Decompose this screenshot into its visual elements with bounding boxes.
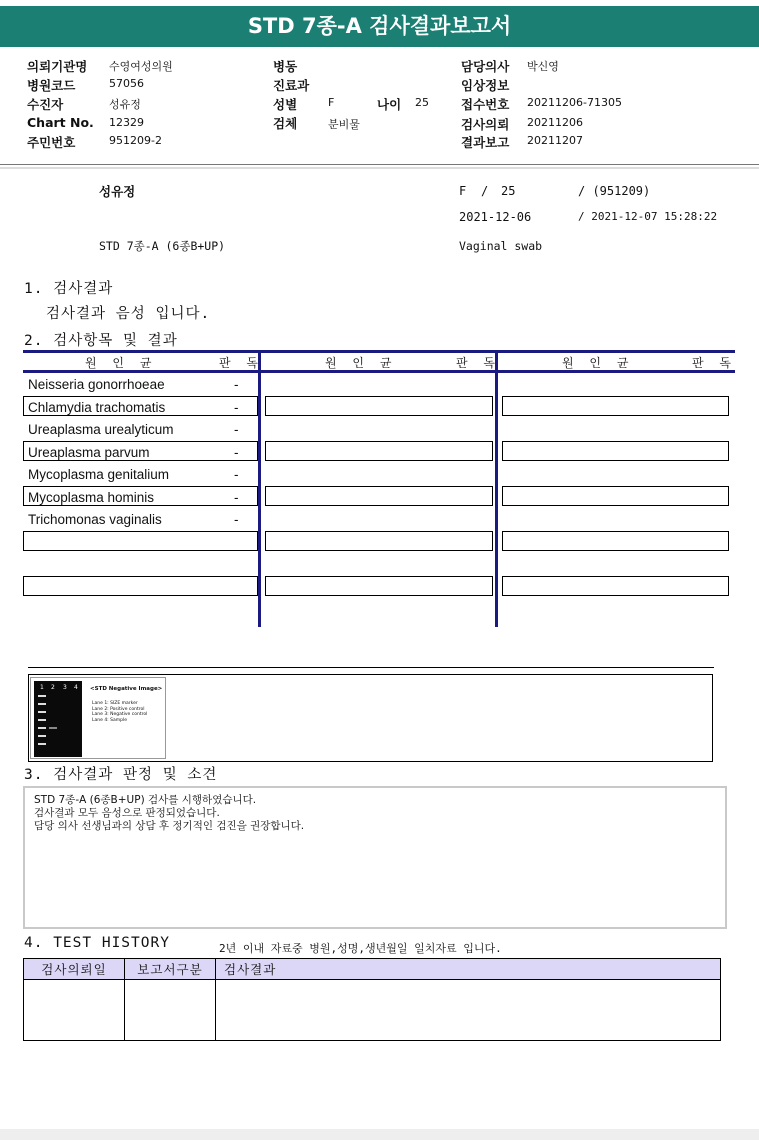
report-title: STD 7종-A 검사결과보고서 xyxy=(0,6,759,47)
gel-caption xyxy=(92,701,147,723)
section-2-heading: 2. 검사항목 및 결과 xyxy=(24,333,178,349)
organism-name: Mycoplasma hominis xyxy=(28,490,155,505)
gel-photo xyxy=(34,681,82,757)
gel-caption-line: Lane 4: Sample xyxy=(92,717,127,723)
info-value: 57056 xyxy=(109,77,144,90)
lane-number: 2 xyxy=(51,684,55,691)
gel-caption-title: <STD Negative Image> xyxy=(90,686,163,692)
info-label: 검체 xyxy=(273,116,298,131)
findings-line: STD 7종-A (6종B+UP) 검사를 시행하였습니다. xyxy=(34,794,257,806)
organism-name: Ureaplasma parvum xyxy=(28,445,150,460)
info-value: 성유정 xyxy=(109,98,141,111)
info-value: 20211206 xyxy=(527,116,583,129)
specimen: Vaginal swab xyxy=(459,239,543,253)
report-datetime: / 2021-12-07 15:28:22 xyxy=(578,210,718,223)
organism-result: - xyxy=(234,490,239,505)
info-label: 진료과 xyxy=(273,78,310,93)
history-cell xyxy=(125,980,216,1041)
organism-result: - xyxy=(234,512,239,527)
header-organism: 원 인 균 xyxy=(85,356,158,370)
info-label: 수진자 xyxy=(27,97,64,112)
info-label: Chart No. xyxy=(27,115,94,130)
separator: / xyxy=(481,184,489,198)
organism-name: Chlamydia trachomatis xyxy=(28,400,166,415)
gel-caption-line: Lane 3: Negative control xyxy=(92,712,148,717)
header-organism: 원 인 균 xyxy=(562,356,635,370)
info-value: 12329 xyxy=(109,116,144,129)
info-value: 25 xyxy=(415,96,429,109)
divider xyxy=(0,164,759,165)
patient-age: 25 xyxy=(501,184,516,198)
patient-name: 성유정 xyxy=(99,184,136,199)
patient-birth: / (951209) xyxy=(578,184,651,198)
organism-result: - xyxy=(234,400,239,415)
info-label: 의뢰기관명 xyxy=(27,59,88,74)
organism-result: - xyxy=(234,467,239,482)
info-value: F xyxy=(328,96,335,109)
history-cell xyxy=(216,980,721,1041)
history-col-header: 보고서구분 xyxy=(125,959,216,980)
section-3-heading: 3. 검사결과 판정 및 소견 xyxy=(24,767,218,783)
page-footer-strip xyxy=(0,1129,759,1140)
header-result: 판 독 xyxy=(219,356,264,370)
section-4-heading: 4. TEST HISTORY xyxy=(24,935,170,951)
divider xyxy=(0,167,759,169)
history-table xyxy=(23,958,721,1041)
info-label: 병원코드 xyxy=(27,78,76,93)
gel-caption-line: Lane 2: Positive control xyxy=(92,706,145,712)
findings-line: 검사결과 모두 음성으로 판정되었습니다. xyxy=(34,807,220,819)
header-result: 판 독 xyxy=(692,356,737,370)
findings-line: 담당 의사 선생님과의 상담 후 정기적인 검진을 권장합니다. xyxy=(34,820,305,832)
info-label: 주민번호 xyxy=(27,135,76,150)
info-label: 결과보고 xyxy=(461,135,510,150)
info-value: 20211206-71305 xyxy=(527,96,622,109)
header-result: 판 독 xyxy=(456,356,501,370)
info-label: 성별 xyxy=(273,97,298,112)
history-note: 2년 이내 자료중 병원,성명,생년월일 일치자료 입니다. xyxy=(219,942,502,955)
organism-name: Ureaplasma urealyticum xyxy=(28,422,174,437)
organism-result: - xyxy=(234,445,239,460)
patient-sex: F xyxy=(459,184,467,198)
info-label: 임상정보 xyxy=(461,78,510,93)
organism-result: - xyxy=(234,422,239,437)
info-label: 접수번호 xyxy=(461,97,510,112)
info-value: 박신영 xyxy=(527,60,559,73)
info-value: 수영여성의원 xyxy=(109,60,173,73)
section-1-text: 검사결과 음성 입니다. xyxy=(46,306,211,322)
findings-box xyxy=(23,786,727,929)
organism-name: Trichomonas vaginalis xyxy=(28,512,162,527)
history-cell xyxy=(24,980,125,1041)
history-col-header: 검사의뢰일 xyxy=(24,959,125,980)
organism-result: - xyxy=(234,377,239,392)
info-label: 담당의사 xyxy=(461,59,510,74)
info-label: 검사의뢰 xyxy=(461,117,510,132)
organism-name: Mycoplasma genitalium xyxy=(28,467,170,482)
organism-name: Neisseria gonorrhoeae xyxy=(28,377,165,392)
lane-number: 3 xyxy=(63,684,67,691)
info-value: 분비물 xyxy=(328,118,360,131)
received-date: 2021-12-06 xyxy=(459,210,532,224)
test-name: STD 7종-A (6종B+UP) xyxy=(99,239,226,253)
divider xyxy=(28,667,714,668)
header-organism: 원 인 균 xyxy=(325,356,398,370)
info-label: 병동 xyxy=(273,59,298,74)
lane-number: 1 xyxy=(40,684,44,691)
gel-caption-line: Lane 1: SIZE marker xyxy=(92,701,138,706)
info-value: 951209-2 xyxy=(109,134,162,147)
info-value: 20211207 xyxy=(527,134,583,147)
history-col-header: 검사결과 xyxy=(216,959,721,980)
section-1-heading: 1. 검사결과 xyxy=(24,281,114,297)
info-label: 나이 xyxy=(377,97,402,112)
lane-number: 4 xyxy=(74,684,78,691)
